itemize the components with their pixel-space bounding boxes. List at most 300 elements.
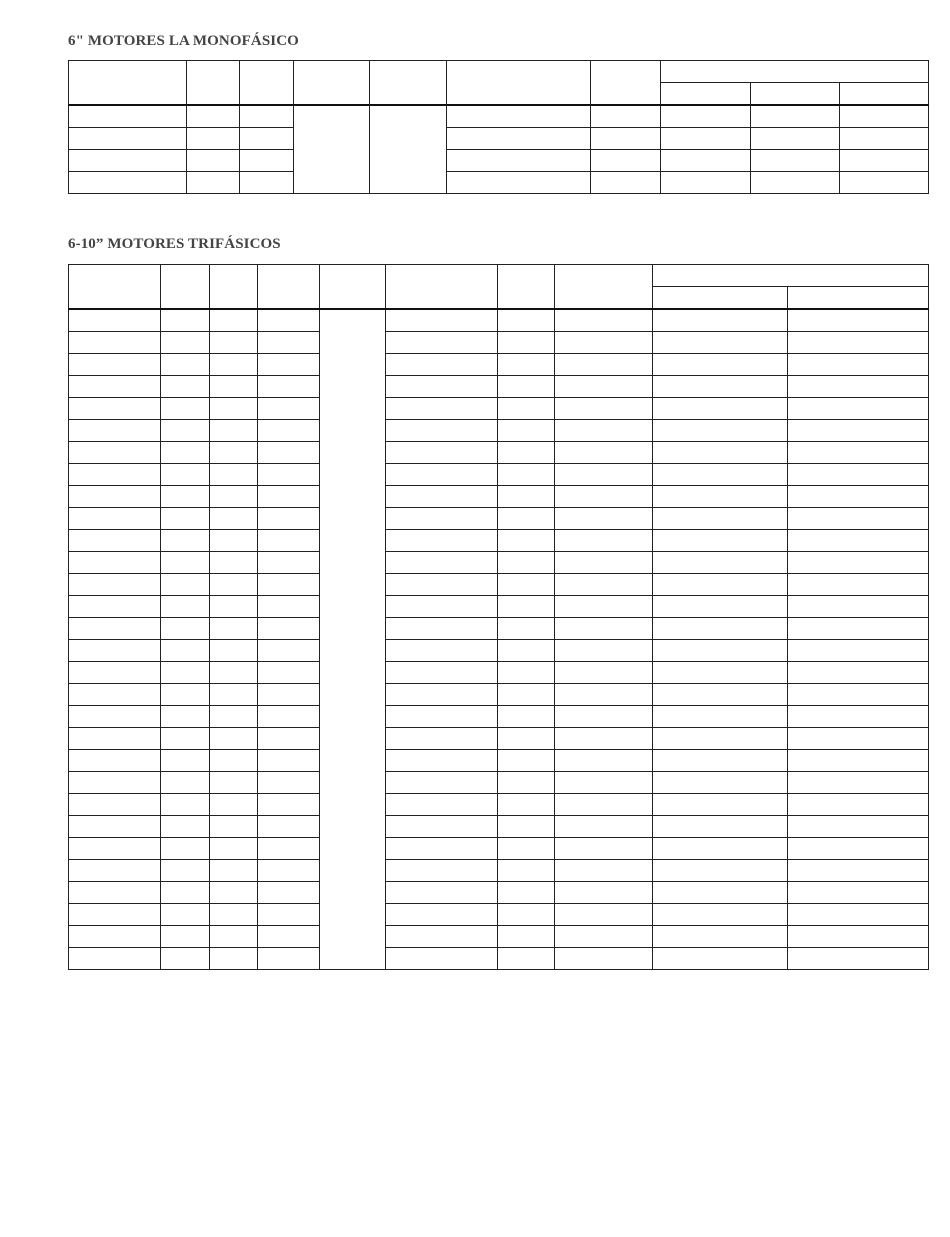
header-cell (69, 61, 187, 106)
table-cell (653, 750, 788, 772)
header-cell (447, 61, 591, 106)
table-cell (69, 150, 187, 172)
table-cell (258, 750, 320, 772)
table-cell (69, 596, 161, 618)
table-cell (210, 860, 258, 882)
table-cell (653, 420, 788, 442)
table-cell (258, 354, 320, 376)
table-row (69, 464, 929, 486)
table-row (69, 772, 929, 794)
table-cell (69, 552, 161, 574)
table-cell (161, 420, 210, 442)
table-cell (498, 354, 555, 376)
table-cell (555, 926, 653, 948)
table-cell (555, 464, 653, 486)
table-cell (788, 508, 929, 530)
table-cell (661, 150, 751, 172)
table-cell (258, 420, 320, 442)
table-cell (840, 128, 929, 150)
table-cell (258, 574, 320, 596)
table-cell (386, 618, 498, 640)
table-cell (258, 464, 320, 486)
table-cell (258, 662, 320, 684)
table-cell (591, 128, 661, 150)
table-cell (653, 618, 788, 640)
table-row (69, 376, 929, 398)
table-cell (653, 332, 788, 354)
table-cell (69, 772, 161, 794)
table-cell (498, 420, 555, 442)
table-cell (386, 662, 498, 684)
header-group-cell (661, 61, 929, 83)
table-cell (258, 948, 320, 970)
table-cell (591, 150, 661, 172)
table-cell (653, 904, 788, 926)
table-cell (653, 552, 788, 574)
table-row (69, 442, 929, 464)
table-cell (161, 816, 210, 838)
table-cell (788, 376, 929, 398)
table-cell (161, 530, 210, 552)
table-cell (161, 376, 210, 398)
table-cell (386, 552, 498, 574)
table-cell (661, 172, 751, 194)
header-cell (320, 265, 386, 310)
table-cell (258, 530, 320, 552)
table-cell (161, 618, 210, 640)
table-cell (69, 640, 161, 662)
table-cell (210, 354, 258, 376)
table-cell (386, 309, 498, 332)
table-cell (386, 926, 498, 948)
header-cell (498, 265, 555, 310)
table-cell (788, 420, 929, 442)
table-cell (498, 596, 555, 618)
table-cell (386, 794, 498, 816)
table-cell (258, 332, 320, 354)
table-row (69, 948, 929, 970)
header-cell (294, 61, 370, 106)
table-cell (187, 128, 240, 150)
table-cell (555, 860, 653, 882)
table-cell (555, 596, 653, 618)
table-cell (240, 150, 294, 172)
table-cell (555, 948, 653, 970)
header-cell (240, 61, 294, 106)
table-cell (386, 640, 498, 662)
table-cell (69, 816, 161, 838)
table-cell (788, 816, 929, 838)
table-cell (788, 640, 929, 662)
table-cell (69, 684, 161, 706)
table-cell (555, 552, 653, 574)
table-cell (653, 464, 788, 486)
table-cell (498, 838, 555, 860)
table-cell (69, 508, 161, 530)
table-cell (161, 728, 210, 750)
table-cell (69, 332, 161, 354)
table-cell (161, 904, 210, 926)
table-row (69, 574, 929, 596)
table-cell (69, 904, 161, 926)
table-cell (788, 794, 929, 816)
table-cell (653, 640, 788, 662)
table-cell (69, 706, 161, 728)
table-cell (788, 464, 929, 486)
table-cell (69, 172, 187, 194)
table-row (69, 508, 929, 530)
table-cell (386, 860, 498, 882)
header-group-cell (653, 265, 929, 287)
table-cell (386, 882, 498, 904)
table-cell (653, 706, 788, 728)
table-cell (161, 706, 210, 728)
table-cell (661, 105, 751, 128)
table-cell (788, 596, 929, 618)
table-cell (210, 574, 258, 596)
table-cell (498, 684, 555, 706)
table-cell (386, 420, 498, 442)
table-cell (555, 618, 653, 640)
table-cell (210, 684, 258, 706)
table-row (69, 354, 929, 376)
table-cell (555, 398, 653, 420)
table-cell (161, 574, 210, 596)
table-cell (555, 354, 653, 376)
header-cell (210, 265, 258, 310)
table-cell (653, 882, 788, 904)
table-cell (788, 882, 929, 904)
table-cell (788, 486, 929, 508)
table-cell (788, 574, 929, 596)
table-cell (210, 640, 258, 662)
table-cell (386, 574, 498, 596)
table-cell (498, 882, 555, 904)
table-cell (555, 332, 653, 354)
table-cell (498, 486, 555, 508)
table-cell (258, 596, 320, 618)
table-cell (840, 105, 929, 128)
table-row (69, 706, 929, 728)
table-cell (258, 838, 320, 860)
header-cell (591, 61, 661, 106)
table-cell (386, 530, 498, 552)
header-cell (555, 265, 653, 310)
table-cell (210, 508, 258, 530)
table-row (69, 838, 929, 860)
table-cell (161, 508, 210, 530)
table-row (69, 128, 929, 150)
section-title-three-phase-motors: 6-10” MOTORES TRIFÁSICOS (68, 236, 281, 252)
table-cell (751, 128, 840, 150)
table-cell (555, 750, 653, 772)
table-cell (555, 420, 653, 442)
table-cell (161, 486, 210, 508)
table-cell (69, 662, 161, 684)
table-cell (653, 398, 788, 420)
table-cell (210, 309, 258, 332)
table-cell (69, 860, 161, 882)
table-cell (653, 662, 788, 684)
table-row (69, 882, 929, 904)
table-cell (187, 150, 240, 172)
subheader-cell (840, 83, 929, 106)
table-cell (210, 398, 258, 420)
table-cell (447, 150, 591, 172)
table-row (69, 794, 929, 816)
merged-cell (320, 309, 386, 970)
table-cell (653, 728, 788, 750)
table-cell (69, 442, 161, 464)
table-cell (161, 398, 210, 420)
table-cell (386, 948, 498, 970)
table-cell (498, 508, 555, 530)
table-cell (69, 574, 161, 596)
table-cell (210, 882, 258, 904)
table-cell (258, 618, 320, 640)
table-cell (788, 926, 929, 948)
table-cell (498, 860, 555, 882)
table-cell (258, 794, 320, 816)
table-cell (788, 684, 929, 706)
table-cell (498, 309, 555, 332)
table-cell (258, 552, 320, 574)
table-cell (187, 105, 240, 128)
table-cell (555, 882, 653, 904)
table-cell (498, 464, 555, 486)
subheader-cell (653, 287, 788, 310)
table-row (69, 172, 929, 194)
table-cell (258, 706, 320, 728)
table-cell (69, 728, 161, 750)
table-cell (210, 442, 258, 464)
table-cell (788, 530, 929, 552)
table-row (69, 486, 929, 508)
table-cell (498, 772, 555, 794)
table-cell (498, 728, 555, 750)
table-cell (653, 794, 788, 816)
table-cell (653, 596, 788, 618)
table-cell (210, 486, 258, 508)
table-cell (498, 530, 555, 552)
table-cell (653, 860, 788, 882)
table-row (69, 618, 929, 640)
table-row (69, 728, 929, 750)
table-cell (653, 354, 788, 376)
table-cell (751, 105, 840, 128)
table-cell (498, 706, 555, 728)
table-cell (653, 816, 788, 838)
table-cell (653, 486, 788, 508)
table-row (69, 816, 929, 838)
table-cell (788, 838, 929, 860)
table-cell (555, 816, 653, 838)
table-cell (69, 882, 161, 904)
table-cell (258, 486, 320, 508)
table-cell (498, 750, 555, 772)
subheader-cell (788, 287, 929, 310)
table-cell (210, 618, 258, 640)
table-cell (210, 750, 258, 772)
table-row (69, 150, 929, 172)
table-cell (161, 794, 210, 816)
table-cell (258, 728, 320, 750)
header-cell (370, 61, 447, 106)
table-cell (386, 464, 498, 486)
table-row (69, 596, 929, 618)
table-cell (161, 354, 210, 376)
table-cell (161, 552, 210, 574)
table-row (69, 662, 929, 684)
table-cell (788, 706, 929, 728)
table-cell (210, 464, 258, 486)
table-cell (258, 684, 320, 706)
table-cell (498, 816, 555, 838)
table-row (69, 750, 929, 772)
table-cell (498, 948, 555, 970)
table-cell (161, 442, 210, 464)
table-cell (386, 684, 498, 706)
table-cell (69, 486, 161, 508)
subheader-cell (661, 83, 751, 106)
section-title-single-phase-motors: 6" MOTORES LA MONOFÁSICO (68, 33, 299, 49)
table-cell (210, 728, 258, 750)
table-cell (240, 172, 294, 194)
table-cell (788, 442, 929, 464)
table-row (69, 420, 929, 442)
table-cell (258, 376, 320, 398)
table-cell (258, 398, 320, 420)
table-cell (788, 772, 929, 794)
table-cell (187, 172, 240, 194)
merged-cell (294, 105, 370, 194)
table-cell (788, 309, 929, 332)
table-cell (555, 309, 653, 332)
table-cell (653, 838, 788, 860)
table-cell (751, 172, 840, 194)
table-cell (653, 376, 788, 398)
table-cell (498, 552, 555, 574)
table-cell (258, 640, 320, 662)
table-cell (653, 442, 788, 464)
table-cell (653, 309, 788, 332)
table-cell (653, 574, 788, 596)
table-cell (555, 706, 653, 728)
table-cell (210, 926, 258, 948)
table-cell (386, 508, 498, 530)
table-cell (210, 376, 258, 398)
table-cell (386, 376, 498, 398)
table-cell (555, 684, 653, 706)
table-cell (555, 772, 653, 794)
table-cell (555, 442, 653, 464)
table-cell (555, 574, 653, 596)
table-cell (386, 596, 498, 618)
table-cell (258, 816, 320, 838)
table-cell (653, 684, 788, 706)
table-cell (210, 552, 258, 574)
table-cell (498, 442, 555, 464)
table-row (69, 684, 929, 706)
header-cell (386, 265, 498, 310)
table-cell (386, 838, 498, 860)
table-cell (498, 398, 555, 420)
table-cell (386, 816, 498, 838)
table-cell (788, 662, 929, 684)
table-cell (240, 105, 294, 128)
table-cell (555, 530, 653, 552)
table-row (69, 530, 929, 552)
table-cell (498, 332, 555, 354)
table-cell (69, 420, 161, 442)
table-cell (555, 640, 653, 662)
table-cell (69, 948, 161, 970)
table-cell (161, 640, 210, 662)
table-cell (591, 105, 661, 128)
table-cell (788, 948, 929, 970)
table-cell (69, 618, 161, 640)
table-cell (386, 706, 498, 728)
table-cell (210, 816, 258, 838)
table-cell (258, 508, 320, 530)
table-cell (788, 354, 929, 376)
table-cell (555, 376, 653, 398)
table-cell (498, 904, 555, 926)
table-cell (210, 904, 258, 926)
table-cell (210, 662, 258, 684)
table-cell (210, 332, 258, 354)
table-cell (161, 309, 210, 332)
table-cell (788, 750, 929, 772)
table-cell (788, 860, 929, 882)
table-cell (210, 838, 258, 860)
table-row (69, 309, 929, 332)
table-row (69, 332, 929, 354)
table-cell (161, 464, 210, 486)
table-cell (447, 172, 591, 194)
table-cell (788, 618, 929, 640)
table-cell (258, 860, 320, 882)
table-cell (498, 618, 555, 640)
table-cell (591, 172, 661, 194)
table-cell (258, 442, 320, 464)
table-cell (210, 794, 258, 816)
table-cell (661, 128, 751, 150)
table-cell (210, 420, 258, 442)
table-cell (653, 772, 788, 794)
header-cell (187, 61, 240, 106)
table-cell (555, 838, 653, 860)
table-cell (161, 948, 210, 970)
table-cell (69, 838, 161, 860)
table-cell (653, 530, 788, 552)
table-cell (258, 926, 320, 948)
table-cell (69, 926, 161, 948)
table-cell (161, 596, 210, 618)
table-cell (258, 772, 320, 794)
table-cell (69, 128, 187, 150)
table-cell (498, 640, 555, 662)
table-cell (386, 332, 498, 354)
table-cell (210, 948, 258, 970)
table-cell (240, 128, 294, 150)
table-cell (555, 508, 653, 530)
table-row (69, 398, 929, 420)
table-cell (386, 772, 498, 794)
table-cell (161, 750, 210, 772)
merged-cell (370, 105, 447, 194)
table-cell (653, 926, 788, 948)
